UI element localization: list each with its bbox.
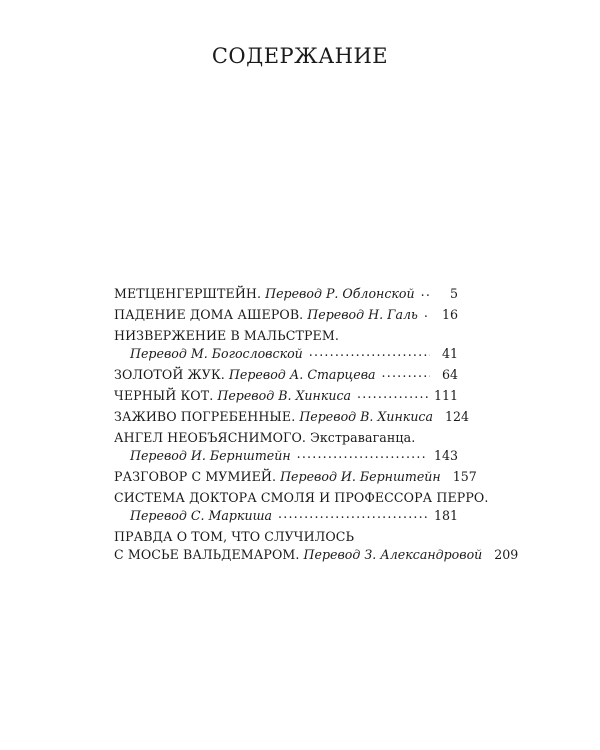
toc-line bbox=[114, 489, 489, 507]
toc-entry-translator: Перевод И. Бернштейн bbox=[280, 469, 441, 484]
toc-entry-title: ПРАВДА О ТОМ, ЧТО СЛУЧИЛОСЬ bbox=[114, 529, 355, 544]
toc-entry bbox=[114, 306, 458, 324]
toc-entry-page: 41 bbox=[441, 346, 458, 361]
toc-entry-title: ПАДЕНИЕ ДОМА АШЕРОВ. bbox=[114, 307, 304, 322]
toc-entry-translator: Перевод Н. Галь bbox=[307, 307, 418, 322]
toc-line bbox=[114, 306, 458, 324]
toc-entry-title: СИСТЕМА ДОКТОРА СМОЛЯ И ПРОФЕССОРА ПЕРРО. bbox=[114, 490, 489, 505]
dot-leader bbox=[424, 306, 430, 319]
toc-entry bbox=[114, 327, 458, 363]
toc-entry-translator: Перевод М. Богословской bbox=[130, 346, 303, 361]
dot-leader bbox=[278, 507, 428, 520]
toc-entry-page: 124 bbox=[445, 409, 470, 424]
dot-leader bbox=[421, 285, 430, 298]
toc-entry bbox=[114, 528, 519, 564]
toc-entry-translator: Перевод В. Хинкиса bbox=[217, 388, 352, 403]
toc-line bbox=[114, 345, 458, 363]
toc-entry-title: ЧЕРНЫЙ КОТ. bbox=[114, 388, 214, 403]
toc-entry-translator: Перевод С. Маркиша bbox=[130, 508, 273, 523]
toc-line bbox=[114, 546, 519, 564]
dot-leader bbox=[382, 366, 430, 379]
toc-entry bbox=[114, 468, 477, 486]
toc-line bbox=[114, 366, 458, 384]
toc-entry bbox=[114, 387, 458, 405]
toc-line bbox=[114, 528, 458, 546]
toc-entry bbox=[114, 429, 458, 465]
toc-entry-title: АНГЕЛ НЕОБЪЯСНИМОГО. Экстраваганца. bbox=[114, 430, 416, 445]
toc-entry-translator: Перевод И. Бернштейн bbox=[130, 448, 291, 463]
toc-entry bbox=[114, 285, 458, 303]
toc-entry bbox=[114, 366, 458, 384]
toc-entry-page: 64 bbox=[441, 367, 458, 382]
toc-line bbox=[114, 408, 470, 426]
toc-entry-page: 181 bbox=[433, 508, 458, 523]
toc-entry-title: ЗОЛОТОЙ ЖУК. bbox=[114, 367, 225, 382]
toc-entry-page: 143 bbox=[433, 448, 458, 463]
toc-entry-page: 5 bbox=[449, 286, 458, 301]
toc-line bbox=[114, 447, 458, 465]
toc-entry-title: ЗАЖИВО ПОГРЕБЕННЫЕ. bbox=[114, 409, 296, 424]
toc-entry bbox=[114, 408, 470, 426]
page-title: СОДЕРЖАНИЕ bbox=[211, 44, 389, 68]
toc-line bbox=[114, 327, 458, 345]
table-of-contents bbox=[114, 285, 519, 567]
toc-entry-translator: Перевод Р. Облонской bbox=[265, 286, 415, 301]
toc-entry-page: 111 bbox=[433, 388, 458, 403]
dot-leader bbox=[297, 447, 428, 460]
toc-entry-translator: Перевод З. Александровой bbox=[303, 547, 483, 562]
toc-entry-title: МЕТЦЕНГЕРШТЕЙН. bbox=[114, 286, 262, 301]
toc-line bbox=[114, 387, 458, 405]
dot-leader bbox=[309, 345, 430, 358]
toc-entry-translator: Перевод А. Старцева bbox=[228, 367, 376, 382]
dot-leader bbox=[357, 387, 428, 400]
toc-entry bbox=[114, 489, 489, 525]
toc-entry-title: НИЗВЕРЖЕНИЕ В МАЛЬСТРЕМ. bbox=[114, 328, 339, 343]
toc-line bbox=[114, 468, 477, 486]
toc-entry-title: РАЗГОВОР С МУМИЕЙ. bbox=[114, 469, 277, 484]
toc-entry-title-continued: С МОСЬЕ ВАЛЬДЕМАРОМ. bbox=[114, 547, 300, 562]
toc-line bbox=[114, 507, 458, 525]
toc-entry-translator: Перевод В. Хинкиса bbox=[299, 409, 433, 424]
toc-entry-page: 157 bbox=[452, 469, 477, 484]
toc-line bbox=[114, 285, 458, 303]
toc-entry-page: 209 bbox=[494, 547, 519, 562]
toc-entry-page: 16 bbox=[441, 307, 458, 322]
toc-line bbox=[114, 429, 458, 447]
